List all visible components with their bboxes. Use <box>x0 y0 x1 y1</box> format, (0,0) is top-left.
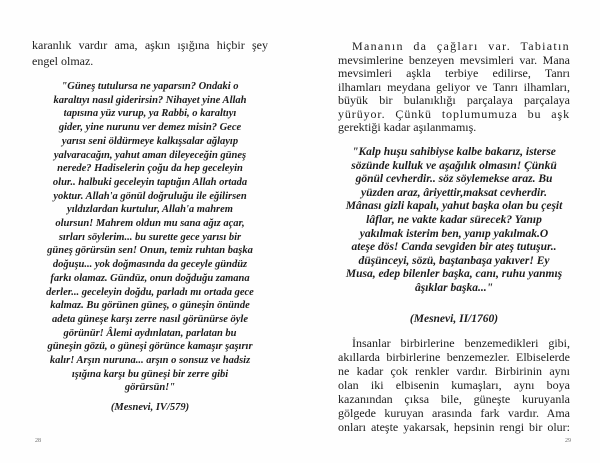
quote-line: "Kalp huşu sahibiyse kalbe bakarız, isterse <box>352 146 556 158</box>
paragraph-line: mevsimleri aşkla terbiye edilirse, Tanrı <box>338 66 570 80</box>
quote-line: kalmaz. Bu görünen güneş, o güneşin önünde <box>50 300 250 312</box>
page-number: 29 <box>565 438 571 444</box>
quote-line: âşıklar başka..." <box>415 281 493 294</box>
quote-line: yakılmak isterim ben, yanıp yakılmak.O <box>359 227 549 240</box>
paragraph-line: engel olmaz. <box>32 54 94 68</box>
paragraph-line: yürüyor. Çünkü toplumumuza bu aşk <box>338 106 570 121</box>
quote-line: Musa, edep bilenler başka, canı, ruhu yanmış <box>345 268 563 281</box>
quote-line: olur.. halbuki geceleyin taptığın Allah ortada <box>52 176 248 188</box>
quote-line: yalvaracağın, yahut aman dileyeceğin güneş <box>53 149 247 161</box>
quote-block <box>338 146 570 296</box>
quote-line: yoktur. Allah'a gönül doğruluğu ile eğilirsen <box>53 190 247 202</box>
intro-paragraph <box>32 37 268 69</box>
page-number: 28 <box>35 438 41 444</box>
paragraph-line: gölgede kuruyan arasında fark vardır. Ama <box>338 406 570 420</box>
quote-line: güneş görürsün sen! Onun, temiz ruhtan başka <box>47 245 253 257</box>
quote-line: gönül cevherdir.. söz söylemekse araz. Bu <box>355 173 553 186</box>
quote-line: görünür! Âlemi aydınlatan, parlatan bu <box>63 327 237 339</box>
paragraph-line: ne kadar çok renkler vardır. Birbirinin aynı <box>338 364 570 378</box>
quote-line: Mânası gizli kapalı, yahut başka olan bu çeşit <box>345 200 563 213</box>
quote-line: yüzden araz, âriyettir,maksat cevherdir. <box>361 186 547 199</box>
quote-line: nerede? Hadiselerin çoğu da hep geceleyin <box>57 163 243 175</box>
quote-line: olursun! Mahrem oldun mu sana ağız açar, <box>55 218 245 230</box>
citation: (Mesnevi, IV/579) <box>110 402 190 413</box>
quote-line: karaltıyı nasıl giderirsin? Nihayet yine Allah <box>53 94 247 106</box>
page-right <box>338 0 570 463</box>
paragraph-line: gerektiği kadar aşılanmamış. <box>338 120 477 134</box>
quote-line: ışığına karşı bu güneşi bir zerre gibi <box>71 368 229 380</box>
quote-block <box>32 80 268 395</box>
paragraph-line: mevsimlerine benzeyen mevsimleri var. Mana <box>338 52 570 67</box>
quote-line: tapısına yüz vurup, ya Rabbi, o karaltıyı <box>63 108 237 120</box>
quote-line: lâflar, ne vakte kadar sürecek? Yanıp <box>366 213 542 226</box>
quote-line: güneşin gözü, o güneşi görünce kamaşır şaşırır <box>47 341 253 353</box>
citation: (Mesnevi, II/1760) <box>409 313 499 325</box>
paragraph-line: karanlık vardır ama, aşkın ışığına hiçbir şey <box>32 38 268 52</box>
quote-line: farkı olamaz. Gündüz, onun doğduğu zamana <box>50 272 250 284</box>
paragraph-line: ilhamları meydana geliyor ve Tanrı ilhamları, <box>338 79 570 94</box>
paragraph-line: Mananın da çağları var. Tabiatın <box>352 39 570 53</box>
quote-line: sözünde kulluk ve aşağılık olmasın! Çünkü <box>351 159 557 172</box>
paragraph-line: onları ateşte yakarsak, hepsinin rengi bir olur: <box>338 420 570 434</box>
paragraph-line: kazanından çıksa bile, güneşte kuruyanla <box>338 392 570 406</box>
intro-paragraph <box>338 40 570 135</box>
quote-line: yıldızlardan kurtulur, Allah'a mahrem <box>67 204 233 216</box>
paragraph-line: İnsanlar birbirlerine benzemedikleri gibi, <box>352 336 570 350</box>
quote-line: ateşe dös! Canda sevgiden bir ateş tutuşur.. <box>351 241 557 254</box>
quote-line: "Güneş tutulursa ne yaparsın? Ondaki o <box>61 81 239 92</box>
quote-line: kalır! Arşın nuruna... arşın o sonsuz ve hadsiz <box>49 355 251 367</box>
quote-line: yarısı seni öldürmeye kalkışsalar ağlayıp <box>61 135 239 147</box>
quote-line: derler... geceleyin doğdu, parladı mı ortada gece <box>46 286 254 298</box>
quote-line: gider, yine nurunu ver demez misin? Gece <box>58 122 242 134</box>
closing-paragraph <box>338 336 570 434</box>
quote-line: sırları söylerim... bu surette gece yarısı bir <box>58 231 242 243</box>
paragraph-line: akıllarda birbirlerine benzemezler. Elbiselerde <box>338 350 570 364</box>
quote-line: görürsün!" <box>124 382 176 394</box>
quote-line: doğuşu... yok doğmasında da geceyle gündüz <box>52 259 248 271</box>
paragraph-line: büyük bir bulanıklığı parçalaya parçalaya <box>338 93 570 107</box>
quote-line: adeta güneşe karşı zerre nasıl görünürse öyle <box>51 313 249 325</box>
quote-line: düşünceyi, sözü, baştanbaşa yakıver! Ey <box>358 254 550 267</box>
page-left <box>32 0 268 463</box>
paragraph-line: olan iki elbisenin kumaşları, aynı boya <box>338 378 570 392</box>
